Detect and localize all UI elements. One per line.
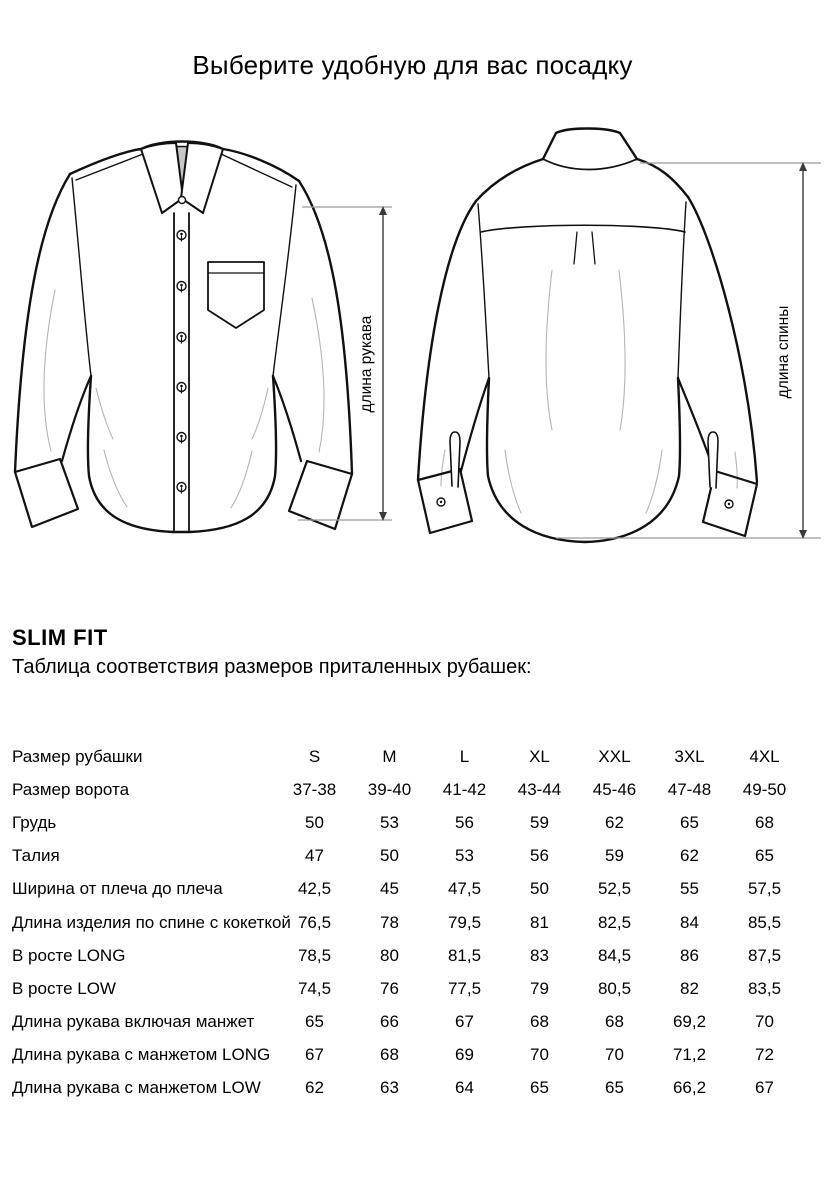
cell-value: 76,5	[297, 912, 332, 932]
cell-value: 62	[605, 812, 624, 832]
table-row	[12, 1072, 802, 1105]
cell-value: 67	[305, 1045, 324, 1065]
cell-value: 83,5	[747, 978, 782, 998]
cell-value: 41-42	[442, 779, 487, 799]
cell-value: 52,5	[597, 879, 632, 899]
cell-value: 55	[680, 879, 699, 899]
row-label: Длина изделия по спине с кокеткой	[12, 912, 291, 932]
cell-value: 80	[380, 945, 399, 965]
size-name: 4XL	[749, 746, 780, 766]
sleeve-length-label: длина рукава	[358, 315, 375, 413]
table-row	[12, 773, 802, 806]
cell-value: 43-44	[517, 779, 562, 799]
cell-value: 57,5	[747, 879, 782, 899]
cell-value: 78	[380, 912, 399, 932]
cell-value: 81,5	[447, 945, 482, 965]
row-label: В росте LOW	[12, 978, 116, 998]
cell-value: 56	[530, 846, 549, 866]
cell-value: 71,2	[672, 1045, 707, 1065]
cell-value: 79,5	[447, 912, 482, 932]
chest-pocket	[208, 262, 264, 328]
cell-value: 37-38	[292, 779, 337, 799]
cell-value: 80,5	[597, 978, 632, 998]
cell-value: 83	[530, 945, 549, 965]
cell-value: 49-50	[742, 779, 787, 799]
cell-value: 50	[380, 846, 399, 866]
cell-value: 85,5	[747, 912, 782, 932]
cell-value: 66,2	[672, 1078, 707, 1098]
row-label: Размер рубашки	[12, 746, 143, 766]
table-row	[12, 906, 802, 939]
cell-value: 69	[455, 1045, 474, 1065]
cell-value: 65	[755, 846, 774, 866]
size-name: S	[308, 746, 321, 766]
size-table	[12, 740, 802, 1105]
table-row	[12, 939, 802, 972]
size-name: 3XL	[674, 746, 705, 766]
cell-value: 68	[755, 812, 774, 832]
cell-value: 70	[605, 1045, 624, 1065]
cell-value: 65	[680, 812, 699, 832]
cell-value: 45	[380, 879, 399, 899]
cell-value: 45-46	[592, 779, 637, 799]
cell-value: 82	[680, 978, 699, 998]
cell-value: 65	[530, 1078, 549, 1098]
front-shirt-drawing	[15, 142, 352, 533]
back-collar	[543, 129, 637, 170]
size-name: L	[459, 746, 470, 766]
cell-value: 62	[680, 846, 699, 866]
row-label: Талия	[12, 846, 60, 866]
cell-value: 87,5	[747, 945, 782, 965]
cuff-button	[437, 498, 733, 508]
page-title: Выберите удобную для вас посадку	[192, 50, 633, 80]
back-shirt-drawing	[418, 129, 757, 543]
table-row	[12, 806, 802, 839]
back-length-label: длина спины	[775, 305, 792, 399]
size-name: XL	[529, 746, 550, 766]
size-name: M	[382, 746, 397, 766]
cell-value: 67	[455, 1012, 474, 1032]
table-row	[12, 873, 802, 906]
table-row	[12, 840, 802, 873]
row-label: Длина рукава с манжетом LOW	[12, 1078, 261, 1098]
row-label: Длина рукава включая манжет	[12, 1012, 255, 1032]
cell-value: 74,5	[297, 978, 332, 998]
cell-value: 39-40	[367, 779, 412, 799]
cell-value: 70	[530, 1045, 549, 1065]
cell-value: 68	[605, 1012, 624, 1032]
row-label: В росте LONG	[12, 945, 126, 965]
cell-value: 81	[530, 912, 549, 932]
cell-value: 59	[605, 846, 624, 866]
row-label: Грудь	[12, 812, 57, 832]
cell-value: 68	[380, 1045, 399, 1065]
cell-value: 86	[680, 945, 699, 965]
cell-value: 53	[455, 846, 474, 866]
cell-value: 67	[755, 1078, 774, 1098]
cell-value: 65	[305, 1012, 324, 1032]
cell-value: 69,2	[672, 1012, 707, 1032]
cell-value: 68	[530, 1012, 549, 1032]
cell-value: 53	[380, 812, 399, 832]
cell-value: 59	[530, 812, 549, 832]
cell-value: 47,5	[447, 879, 482, 899]
cell-value: 42,5	[297, 879, 332, 899]
button-row	[177, 197, 186, 494]
cell-value: 64	[455, 1078, 474, 1098]
cell-value: 84	[680, 912, 699, 932]
row-label: Длина рукава с манжетом LONG	[12, 1045, 271, 1065]
cell-value: 50	[305, 812, 324, 832]
size-name: XXL	[598, 746, 631, 766]
table-row	[12, 1039, 802, 1072]
cell-value: 66	[380, 1012, 399, 1032]
row-label: Ширина от плеча до плеча	[12, 879, 223, 899]
back-length-measure	[556, 162, 821, 539]
cell-value: 78,5	[297, 945, 332, 965]
table-row	[12, 1006, 802, 1039]
table-header-row	[12, 740, 802, 773]
cell-value: 77,5	[447, 978, 482, 998]
cell-value: 63	[380, 1078, 399, 1098]
cell-value: 84,5	[597, 945, 632, 965]
cell-value: 70	[755, 1012, 774, 1032]
cell-value: 82,5	[597, 912, 632, 932]
cell-value: 76	[380, 978, 399, 998]
cell-value: 47-48	[667, 779, 712, 799]
table-row	[12, 972, 802, 1005]
cell-value: 72	[755, 1045, 774, 1065]
cell-value: 47	[305, 846, 324, 866]
section-heading: SLIM FIT	[12, 625, 108, 650]
cell-value: 65	[605, 1078, 624, 1098]
cell-value: 56	[455, 812, 474, 832]
cell-value: 50	[530, 879, 549, 899]
table-caption: Таблица соответствия размеров приталенных рубашек:	[12, 656, 532, 678]
row-label: Размер ворота	[12, 779, 130, 799]
shirt-size-diagram	[0, 120, 825, 570]
cell-value: 62	[305, 1078, 324, 1098]
cell-value: 79	[530, 978, 549, 998]
